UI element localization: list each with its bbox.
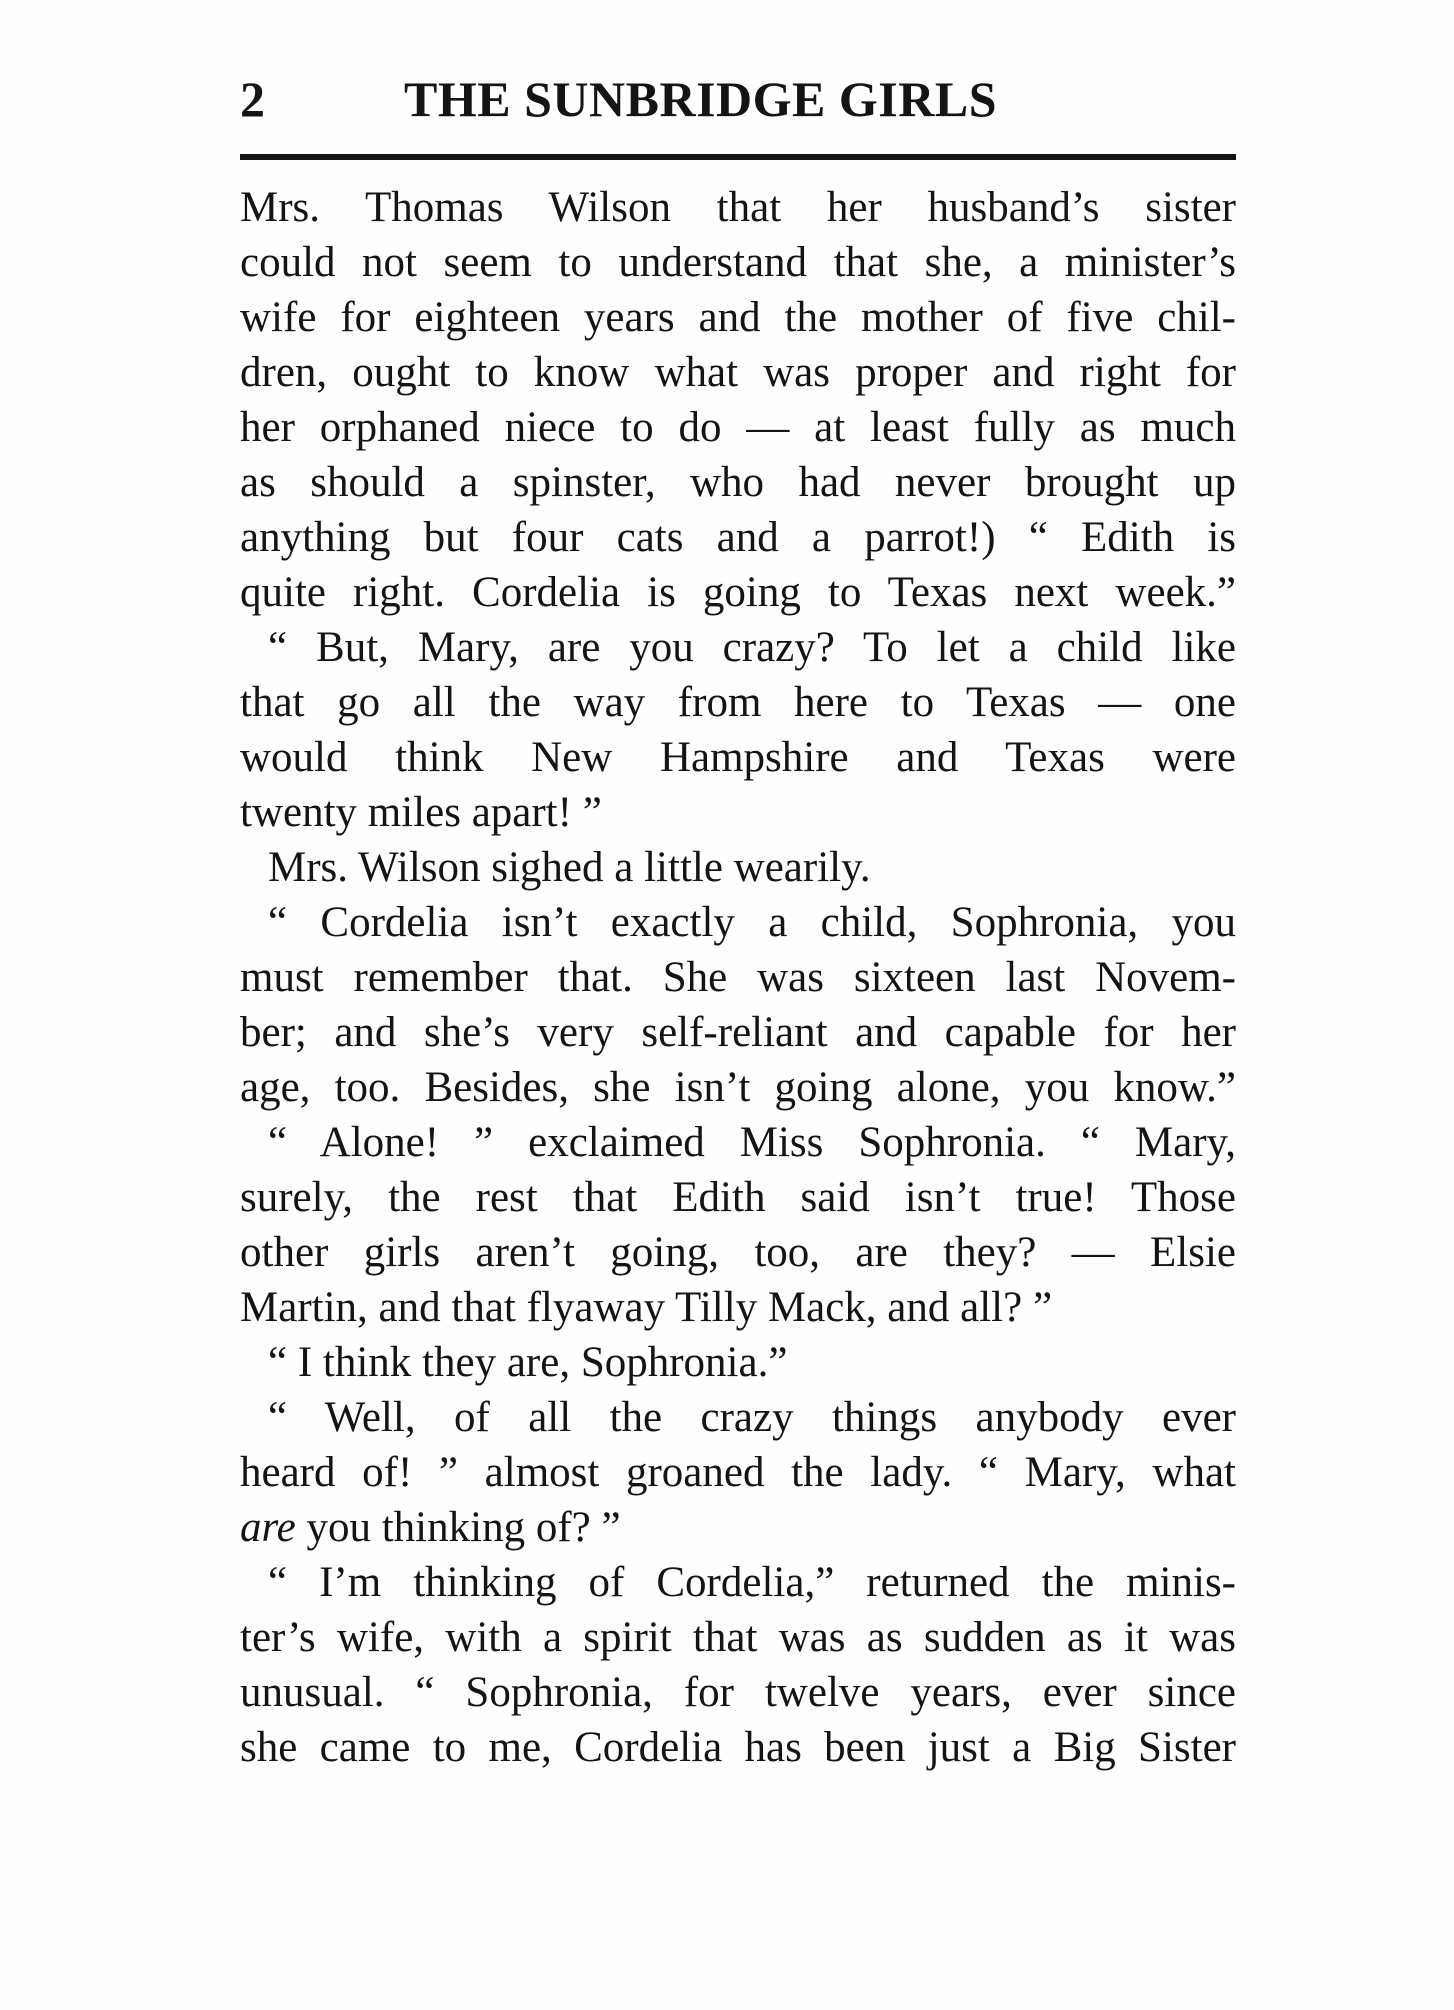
text-line: other girls aren’t going, too, are they? — Elsie — [240, 1229, 1236, 1276]
text-line: heard of! ” almost groaned the lady. “ Mary, what — [240, 1449, 1236, 1496]
text-line: as should a spinster, who had never brought up — [240, 459, 1236, 506]
text-line: Mrs. Wilson sighed a little wearily. — [268, 844, 871, 891]
text-line-rest: you thinking of? ” — [306, 1504, 621, 1551]
text-line: “ But, Mary, are you crazy? To let a child like — [268, 624, 1236, 671]
text-line: ter’s wife, with a spirit that was as sudden as it was — [240, 1614, 1236, 1661]
text-line: Mrs. Thomas Wilson that her husband’s sister — [240, 184, 1236, 231]
text-line: anything but four cats and a parrot!) “ Edith is — [240, 514, 1236, 561]
text-line: ber; and she’s very self-reliant and capable for her — [240, 1009, 1236, 1056]
text-line: “ Cordelia isn’t exactly a child, Sophronia, you — [268, 899, 1236, 946]
text-line: could not seem to understand that she, a minister’s — [240, 239, 1236, 286]
text-line: “ I’m thinking of Cordelia,” returned the minis- — [268, 1559, 1236, 1606]
text-line: her orphaned niece to do — at least fully as much — [240, 404, 1236, 451]
text-line: Martin, and that flyaway Tilly Mack, and all? ” — [240, 1284, 1053, 1331]
text-line: quite right. Cordelia is going to Texas next week.” — [240, 569, 1236, 616]
page-header — [240, 70, 1236, 150]
text-line: she came to me, Cordelia has been just a Big Sister — [240, 1724, 1236, 1771]
text-line: twenty miles apart! ” — [240, 789, 602, 836]
text-line: dren, ought to know what was proper and right for — [240, 349, 1236, 396]
running-title: THE SUNBRIDGE GIRLS — [404, 71, 997, 127]
text-line: must remember that. She was sixteen last Novem- — [240, 954, 1236, 1001]
italic-word: are — [240, 1504, 296, 1551]
text-line: unusual. “ Sophronia, for twelve years, ever since — [240, 1669, 1236, 1716]
text-line: wife for eighteen years and the mother of five chil- — [240, 294, 1236, 341]
text-line: “ I think they are, Sophronia.” — [268, 1339, 788, 1386]
text-line: “ Well, of all the crazy things anybody ever — [268, 1394, 1236, 1441]
text-line: would think New Hampshire and Texas were — [240, 734, 1236, 781]
text-line: age, too. Besides, she isn’t going alone, you know.” — [240, 1064, 1236, 1111]
text-line: “ Alone! ” exclaimed Miss Sophronia. “ Mary, — [268, 1119, 1236, 1166]
text-line: surely, the rest that Edith said isn’t true! Those — [240, 1174, 1236, 1221]
header-rule — [240, 154, 1236, 160]
body-text — [240, 180, 1236, 1775]
page-number: 2 — [240, 71, 265, 127]
text-line: that go all the way from here to Texas — one — [240, 679, 1236, 726]
text-line-with-italic — [240, 1500, 1236, 1555]
